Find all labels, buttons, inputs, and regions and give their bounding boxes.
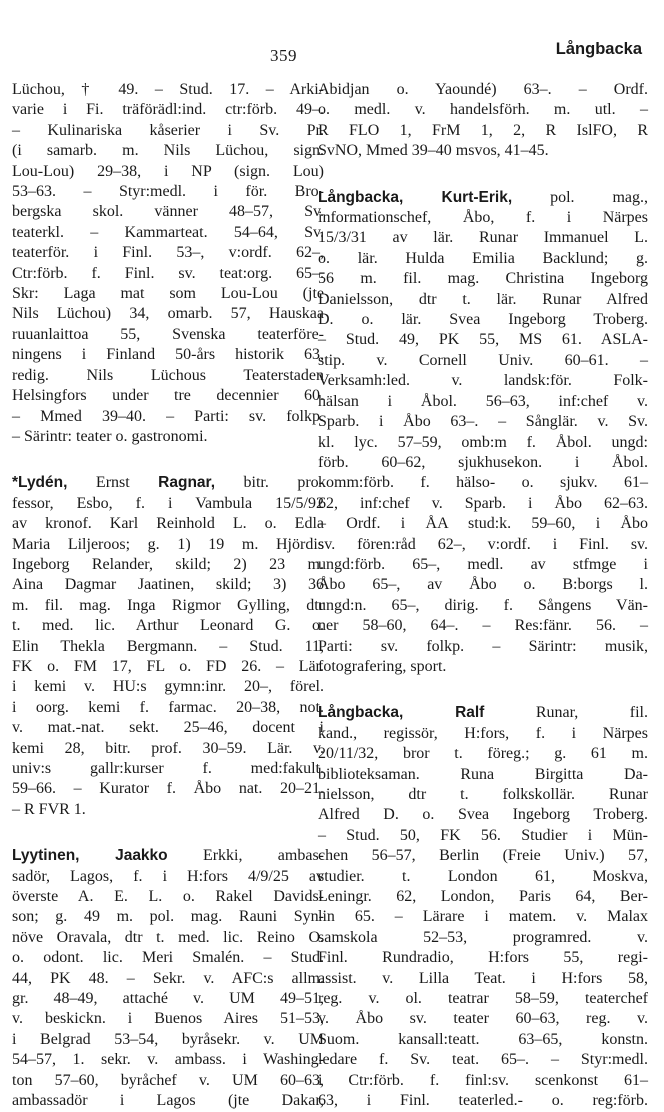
text-line: ner 58–60, 64–. – Res:fänr. 56. – xyxy=(318,617,648,635)
text-line: Verksamh:led. v. landsk:för. Folk- xyxy=(318,372,648,390)
text-line: o. lär. Hulda Emilia Backlund; g. xyxy=(318,249,648,267)
text-line: i kemi v. HU:s gymn:inr. 20–, förel. xyxy=(12,678,324,696)
entry-given-name: Ernst xyxy=(67,474,159,492)
text-line: fessor, Esbo, f. i Vambula 15/5/92 xyxy=(12,494,324,512)
entry-heading-line xyxy=(12,846,324,866)
text-line: ungd:n. 65–, dirig. f. Sångens Vän- xyxy=(318,596,648,614)
entry-lyden xyxy=(12,473,324,820)
text-line: i Ctr:förb. f. finl:sv. scenkonst 61– xyxy=(318,1071,648,1089)
text-line: nielsson, dtr t. folkskollär. Runar xyxy=(318,786,648,803)
text-line: teaterför. i Finl. 53–, v:ordf. 62–, xyxy=(12,244,324,262)
entry-first-line-text: pol. mag., xyxy=(512,188,648,206)
text-line: i Belgrad 53–54, byråsekr. v. UM xyxy=(12,1030,324,1048)
text-line: FK o. FM 17, FL o. FD 26. – Lär. xyxy=(12,657,324,675)
text-line: 54–57, 1. sekr. v. ambass. i Washing- xyxy=(12,1051,324,1069)
entry-heading-line xyxy=(12,473,324,493)
text-line: kemi 28, bitr. prof. 30–59. Lär. v. xyxy=(12,739,324,757)
text-line: SvNO, Mmed 39–40 msvos, 41–45. xyxy=(318,142,549,160)
text-line: – Ordf. i ÅA stud:k. 59–60, i Åbo xyxy=(318,515,648,533)
text-line: 63, i Finl. teaterled.- o. reg:förb. xyxy=(318,1092,648,1110)
text-line: o. medl. v. handelsförh. m. utl. – xyxy=(318,101,648,119)
text-line: Åbo 65–, av Åbo o. B:borgs l. xyxy=(318,576,648,594)
text-line: förb. 60–62, sjukhusekon. i Åbol. xyxy=(318,453,648,471)
text-line: ledare f. Sv. teat. 65–. – Styr:medl. xyxy=(318,1051,648,1069)
text-line: hälsan i Åbol. 56–63, inf:chef v. xyxy=(318,392,648,410)
entry-first-line-text: bitr. pro- xyxy=(215,474,324,492)
text-line: – Särintr: teater o. gastronomi. xyxy=(12,427,208,445)
text-line: Finl. Rundradio, H:fors 55, regi- xyxy=(318,949,648,967)
text-line: 56 m. fil. mag. Christina Ingeborg xyxy=(318,270,648,288)
text-line: av kronof. Karl Reinhold L. o. Edla xyxy=(12,515,324,533)
text-line: Ingeborg Relander, skild; 2) 23 m. xyxy=(12,555,324,573)
text-line: Lou-Lou) 29–38, i NP (sign. Lou) xyxy=(12,162,324,180)
text-line: Helsingfors under tre decennier 60. xyxy=(12,387,324,405)
entry-surname: Lyytinen, xyxy=(12,847,80,865)
text-line: ningens i Finland 50-års historik 63, xyxy=(12,346,324,364)
entry-surname: Långbacka, xyxy=(318,188,404,206)
text-line: fotografering, sport. xyxy=(318,657,447,675)
entry-continuation-left xyxy=(12,80,324,447)
entry-lyytinen xyxy=(12,846,324,1111)
text-line: 59–66. – Kurator f. Åbo nat. 20–21. xyxy=(12,780,324,798)
left-column xyxy=(12,80,324,1112)
entry-continuation-right xyxy=(318,80,648,162)
text-line: – Stud. 50, FK 56. Studier i Mün- xyxy=(318,826,648,844)
text-line: Leningr. 62, London, Paris 64, Ber- xyxy=(318,888,648,906)
page-number: 359 xyxy=(270,46,297,65)
text-line: assist. v. Lilla Teat. i H:fors 58, xyxy=(318,969,648,987)
text-line: reg. v. ol. teatrar 58–59, teaterchef xyxy=(318,990,648,1008)
text-line: sv. fören:råd 62–, v:ordf. i Finl. sv. xyxy=(318,535,648,553)
text-line: – Mmed 39–40. – Parti: sv. folkp. xyxy=(12,407,324,425)
text-line: Danielsson, dtr t. lär. Runar Alfred xyxy=(318,290,648,308)
entry-heading-line xyxy=(318,703,648,723)
text-line: univ:s gallr:kurser f. med:fakult. xyxy=(12,760,324,777)
text-line: Lüchou, † 49. – Stud. 17. – Arki- xyxy=(12,81,324,98)
entry-first-line-text: Runar, fil. xyxy=(484,704,648,722)
text-line: ton 57–60, byråchef v. UM 60–63, xyxy=(12,1071,324,1089)
text-line: bergska skol. vänner 48–57, Sv. xyxy=(12,203,324,221)
entry-heading-line xyxy=(318,188,648,208)
entry-star: * xyxy=(12,474,19,492)
running-head: Långbacka xyxy=(555,40,642,58)
text-line: Abidjan o. Yaoundé) 63–. – Ordf. xyxy=(318,81,648,98)
text-line: – R FVR 1. xyxy=(12,800,86,818)
text-line: v. Åbo sv. teater 60–63, reg. v. xyxy=(318,1010,648,1028)
text-line: 62, inf:chef v. Sparb. i Åbo 62–63. xyxy=(318,494,648,512)
text-line: 15/3/31 av lär. Runar Immanuel L. xyxy=(318,229,648,247)
text-line: 53–63. – Styr:medl. i för. Bro- xyxy=(12,183,324,201)
right-column xyxy=(318,80,648,1112)
text-line: m. fil. mag. Inga Rigmor Gylling, dtr xyxy=(12,596,324,614)
text-line: (i samarb. m. Nils Lüchou, sign. xyxy=(12,142,324,160)
text-line: Ctr:förb. f. Finl. sv. teat:org. 65–. xyxy=(12,264,324,282)
text-line: 44, PK 48. – Sekr. v. AFC:s allm. xyxy=(12,969,324,987)
entry-langbacka-kurt-erik xyxy=(318,188,648,678)
text-line: t. med. lic. Arthur Leonard G. o. xyxy=(12,617,324,635)
text-line: i oorg. kemi f. farmac. 20–38, not. xyxy=(12,698,324,716)
entry-surname: Långbacka, xyxy=(318,704,404,722)
text-line: v. mat.-nat. sekt. 25–46, docent i xyxy=(12,719,324,737)
text-line: studier. t. London 61, Moskva, xyxy=(318,867,648,885)
text-line: ruuanlaittoa 55, Svenska teaterföre- xyxy=(12,325,324,343)
text-line: – Stud. 49, PK 55, MS 61. ASLA- xyxy=(318,331,648,349)
text-line: Suom. kansall:teatt. 63–65, konstn. xyxy=(318,1030,648,1048)
text-line: D. o. lär. Svea Ingeborg Troberg. xyxy=(318,311,648,329)
text-line: komm:förb. f. hälso- o. sjukv. 61– xyxy=(318,474,648,492)
entry-called-name: Kurt-Erik, xyxy=(403,188,513,206)
text-line: Sparb. i Åbo 63–. – Sånglär. v. Sv. xyxy=(318,413,648,431)
text-line: teaterkl. – Kammarteat. 54–64, Sv. xyxy=(12,223,324,241)
text-line: Aina Dagmar Jaatinen, skild; 3) 36 xyxy=(12,576,324,594)
text-line: varie i Fi. träförädl:ind. ctr:förb. 49–. xyxy=(12,101,324,119)
entry-called-name: Jaakko xyxy=(79,847,168,865)
entry-first-line-text: Erkki, ambas- xyxy=(167,847,324,865)
text-line: Nils Lüchou) 34, omarb. 57, Hauskaa xyxy=(12,305,324,323)
text-line: redig. Nils Lüchous Teaterstaden xyxy=(12,366,324,384)
text-line: R FLO 1, FrM 1, 2, R IslFO, R xyxy=(318,121,648,139)
text-line: Elin Thekla Bergmann. – Stud. 11, xyxy=(12,637,324,655)
text-line: – Kulinariska kåserier i Sv. Pr. xyxy=(12,121,324,139)
text-line: Maria Liljeroos; g. 1) 19 m. Hjördis xyxy=(12,535,324,553)
text-line: v. beskickn. i Buenos Aires 51–53, xyxy=(12,1010,324,1028)
text-line: 20/11/32, bror t. föreg.; g. 61 m. xyxy=(318,745,648,763)
text-line: növe Oravala, dtr t. med. lic. Reino O. xyxy=(12,928,324,946)
text-line: Alfred D. o. Svea Ingeborg Troberg. xyxy=(318,806,648,824)
text-line: ungd:förb. 65–, medl. av stfmge i xyxy=(318,555,648,573)
text-line: Parti: sv. folkp. – Särintr: musik, xyxy=(318,637,648,655)
text-line: ambassadör i Lagos (jte Dakar, xyxy=(12,1092,324,1110)
text-line: Skr: Laga mat som Lou-Lou (jte xyxy=(12,285,324,303)
entry-called-name: Ralf xyxy=(403,704,485,722)
text-line: gr. 48–49, attaché v. UM 49–51, xyxy=(12,990,324,1008)
text-line: kl. lyc. 57–59, omb:m f. Åbol. ungd: xyxy=(318,433,648,451)
entry-surname: Lydén, xyxy=(18,474,68,492)
text-line: samskola 52–53, programred. v. xyxy=(318,928,648,946)
text-line: son; g. 49 m. pol. mag. Rauni Syn- xyxy=(12,908,324,926)
text-line: biblioteksaman. Runa Birgitta Da- xyxy=(318,765,648,783)
text-line: överste A. E. L. o. Rakel Davids- xyxy=(12,888,324,906)
entry-langbacka-ralf xyxy=(318,703,648,1111)
text-line: o. odont. lic. Meri Smalén. – Stud. xyxy=(12,949,324,967)
text-line: stip. v. Cornell Univ. 60–61. – xyxy=(318,351,648,369)
entry-called-name: Ragnar, xyxy=(158,474,216,492)
text-line: kand., regissör, H:fors, f. i Närpes xyxy=(318,724,648,742)
text-line: chen 56–57, Berlin (Freie Univ.) 57, xyxy=(318,847,648,865)
text-line: informationschef, Åbo, f. i Närpes xyxy=(318,209,648,227)
text-line: sadör, Lagos, f. i H:fors 4/9/25 av xyxy=(12,867,324,885)
text-line: lin 65. – Lärare i matem. v. Malax xyxy=(318,908,648,926)
